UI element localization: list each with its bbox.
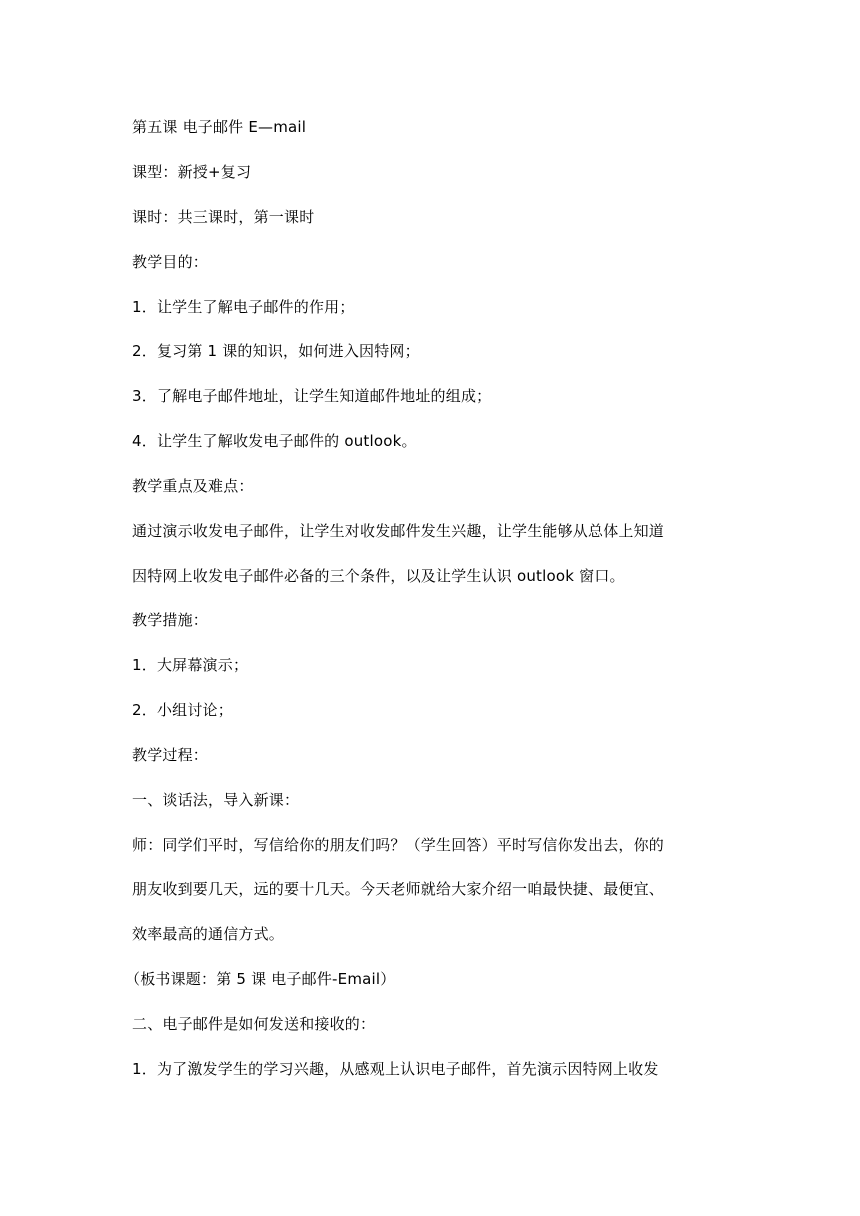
lesson-type: 课型：新授+复习 bbox=[132, 163, 252, 181]
lesson-title: 第五课 电子邮件 E—mail bbox=[132, 118, 307, 136]
list-item: 1．大屏幕演示； bbox=[132, 656, 249, 674]
paragraph-line: 师：同学们平时，写信给你的朋友们吗？（学生回答）平时写信你发出去，你的 bbox=[132, 836, 665, 854]
section-heading: 教学过程： bbox=[132, 746, 209, 764]
section-heading: 教学重点及难点： bbox=[132, 477, 254, 495]
section-heading: 教学目的： bbox=[132, 253, 209, 271]
list-item: 1．让学生了解电子邮件的作用； bbox=[132, 298, 355, 316]
section-heading: 二、电子邮件是如何发送和接收的： bbox=[132, 1015, 376, 1033]
paragraph-line: 朋友收到要几天，远的要十几天。今天老师就给大家介绍一咱最快捷、最便宜、 bbox=[132, 880, 665, 898]
section-heading: 教学措施： bbox=[132, 611, 209, 629]
section-heading: 一、谈话法，导入新课： bbox=[132, 791, 300, 809]
lesson-hours: 课时：共三课时，第一课时 bbox=[132, 208, 315, 226]
paragraph-line: 因特网上收发电子邮件必备的三个条件，以及让学生认识 outlook 窗口。 bbox=[132, 567, 625, 585]
board-note: （板书课题：第 5 课 电子邮件-Email） bbox=[125, 970, 396, 988]
list-item: 2．小组讨论； bbox=[132, 701, 233, 719]
list-item: 2．复习第 1 课的知识，如何进入因特网； bbox=[132, 342, 420, 360]
list-item: 1．为了激发学生的学习兴趣，从感观上认识电子邮件，首先演示因特网上收发 bbox=[132, 1060, 659, 1078]
paragraph-line: 效率最高的通信方式。 bbox=[132, 925, 285, 943]
paragraph-line: 通过演示收发电子邮件，让学生对收发邮件发生兴趣，让学生能够从总体上知道 bbox=[132, 522, 665, 540]
list-item: 4．让学生了解收发电子邮件的 outlook。 bbox=[132, 432, 417, 450]
list-item: 3．了解电子邮件地址，让学生知道邮件地址的组成； bbox=[132, 387, 492, 405]
